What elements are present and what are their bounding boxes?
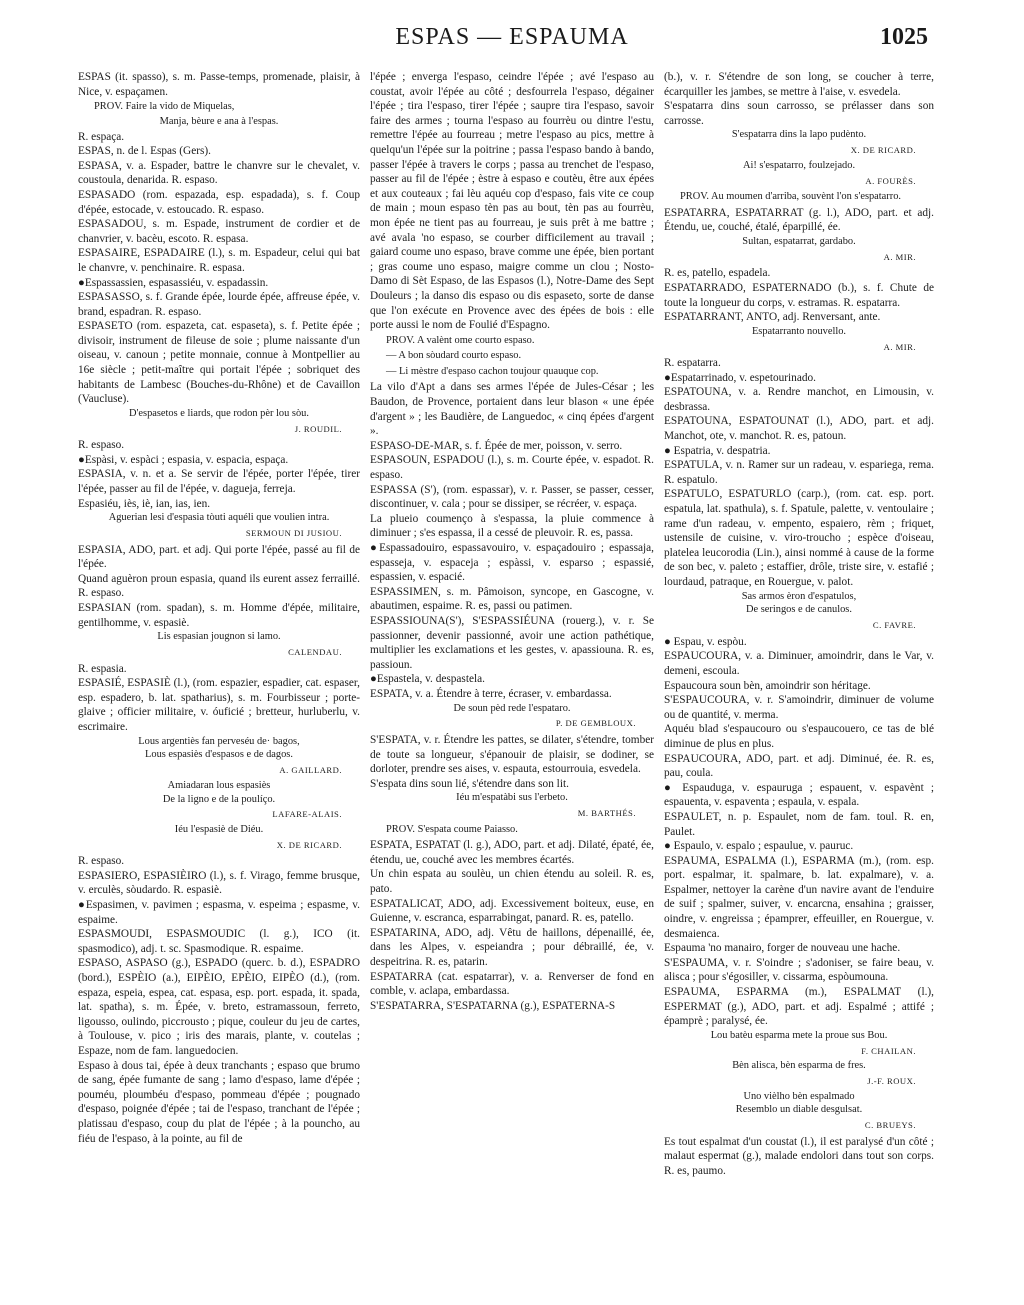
entry-text: ESPATARRADO, ESPATERNADO (b.), s. f. Chute de toute la longueur du corps, v. estramas. R. espatarra.: [664, 281, 934, 309]
entry-text: R. espasia.: [78, 662, 127, 675]
column-right: [664, 70, 934, 1179]
entry-text: ESPAS, n. de l. Espas (Gers).: [78, 145, 211, 158]
entry-text: ESPASSIOUNA(S'), S'ESPASSIÉUNA (rouerg.), v. r. Se passionner, devenir passionné, avoir une action pathétique, multiplier les exclamations et les gestes, v. apassiouna. R. es, passioun.: [370, 614, 654, 671]
entry-text: ●Espasimen, v. pavimen ; espasma, v. espeima ; espasme, v. espaime.: [78, 899, 360, 926]
entry-text: R. espaso.: [78, 439, 125, 452]
page-header: [0, 24, 1024, 56]
quote-line: Amiadaran lous espasiès: [167, 779, 271, 791]
entry-text: ESPATALICAT, ADO, adj. Excessivement boiteux, euse, en Guienne, v. escranca, esparrabingat, panard. R. es, patello.: [370, 897, 654, 925]
author-credit: A. GAILLARD.: [279, 765, 342, 776]
entry-text: ESPASIA, v. n. et a. Se servir de l'épée, porter l'épée, tirer l'épée, passer au fil de l'épée, v. dagueja, ferreja.: [78, 468, 360, 496]
author-credit: CALENDAU.: [288, 646, 342, 657]
entry-text: R. espaso.: [78, 855, 125, 868]
author-credit: J.-F. ROUX.: [867, 1076, 916, 1086]
entry-text: ESPASADO (rom. espazada, esp. espadada), s. f. Coup d'épée, estocade, v. estoucado. R. espaso.: [78, 188, 360, 216]
quote-line: Iéu l'espasiè de Diéu.: [174, 823, 264, 835]
entry-text: R. es, patello, espadela.: [664, 267, 771, 280]
entry-text: ESPATULA, v. n. Ramer sur un radeau, v. espariega, rema. R. espatulo.: [664, 459, 934, 486]
entry-text: S'ESPAUMA, v. r. S'oindre ; s'adoniser, se faire beau, v. alisca ; pour s'égosiller, v. cissarma, espòumouna.: [664, 956, 934, 984]
quote-line: Lous espasiès d'espasos e de dagos.: [145, 749, 293, 761]
entry-text: ESPASO, ASPASO (g.), ESPADO (querc. b. d.), ESPADRO (bord.), ESPÈIO (a.), EIPÈIO, EPÈIO, EIPÈO (d.), (rom. espaza, espeia, espea, cat. espasa, esp. port. espada, it. spada, lat. spatha), s. m. Épée, v. breto, estramassoun, ferreto, ligousso, oulindo, piccrousto ; pique, couleur du jeu de cartes, à Toulouse, v. pico ; iris des marais, plante, v. coutelas ; Espaze, nom de fam. languedocien.: [78, 957, 360, 1058]
entry-text: ESPATULO, ESPATURLO (carp.), (rom. cat. esp. port. espatula, lat. spathula), s. f. Spatule, palette, v. ventoulaire ; rame d'un radeau, v. empento, espaiero, rèm ; friquet, ustensile de cuisine, v. viro-troucho ; espèce d'oiseau, platelea leucorodia (Lin.), ainsi nommé à cause de la forme de son bec, v. paleto ; estaffier, drôle, triste sire, v. estafié ; lourdaud, patraque, en Rouergue, v. palot.: [664, 488, 934, 588]
entry-text: ESPATOUNA, ESPATOUNAT (l.), ADO, part. et adj. Manchot, ote, v. manchot. R. es, patoun.: [664, 415, 934, 443]
column-middle: [370, 70, 654, 1013]
column-left: [78, 70, 360, 1146]
quote-line: Uno vièlho bèn espalmado: [743, 1090, 855, 1102]
entry-text: S'ESPATARRA, S'ESPATARNA (g.), ESPATERNA-S: [370, 999, 616, 1012]
proverb-line: — Li mèstre d'espaso cachon toujour quauque cop.: [386, 365, 599, 377]
author-credit: A. MIR.: [883, 341, 916, 352]
entry-text: S'espatarra dins soun carrosso, se prélasser dans son carrosse.: [664, 100, 934, 127]
author-credit: A. FOURÈS.: [865, 175, 916, 186]
author-credit: J. ROUDIL.: [294, 423, 342, 434]
quote-line: Aguerian lesi d'espasia tòuti aquéli que voulien intra.: [108, 512, 330, 524]
entry-text: La plueio coumenço à s'espassa, la pluie commence à diminuer ; s'es espassa, il a cessé de pleuvoir. R. es, passa.: [370, 512, 654, 540]
entry-text: ●Espassassien, espasassiéu, v. espadassin.: [78, 276, 269, 289]
quote-line: Lous argentiès fan perveséu de· bagos,: [138, 735, 300, 747]
entry-text: Aquéu blad s'espaucouro ou s'espaucouero, ce tas de blé diminue de plus en plus.: [664, 723, 934, 750]
entry-text: Espaso à dous tai, épée à deux tranchants ; espaso que brumo de sang, épée fumante de sang ; lamo d'espaso, lame d'épée ; pouméu, ploumbéu d'espaso, pommeau d'épée ; pougnado d'espaso, poignée d'épée ; tai de l'espaso, tranchant de l'épée ; platissau d'espaso, coup du plat de l'épée ; à la pouncho, au fiéu de l'espaso, à la pointe, au fil de: [78, 1059, 360, 1145]
entry-text: ESPASSIMEN, s. m. Pâmoison, syncope, en Gascogne, v. abautimen, espaime. R. es, passi ou patimen.: [370, 585, 654, 613]
quote-line: Lou batèu esparma mete la proue sus Bou.: [710, 1029, 888, 1041]
quote-line: S'espatarra dins la lapo pudènto.: [731, 129, 867, 141]
entry-text: ● Espatria, v. despatria.: [664, 444, 771, 457]
author-credit: SERMOUN DI JUSIOU.: [245, 528, 342, 539]
author-credit: M. BARTHÉS.: [577, 808, 636, 819]
entry-text: ESPASO-DE-MAR, s. f. Épée de mer, poisson, v. serro.: [370, 439, 623, 452]
author-credit: P. DE GEMBLOUX.: [555, 718, 636, 729]
entry-text: ESPATARINA, ADO, adj. Vêtu de haillons, dépenaillé, ée, dans les Alpes, v. espeiandra ; pour débraillé, ée, v. despeitrina. R. es, patarin.: [370, 926, 654, 969]
entry-text: Quand aguèron proun espasia, quand ils eurent assez ferraillé. R. espaso.: [78, 572, 360, 600]
quote-line: Sultan, espatarrat, gardabo.: [742, 235, 856, 247]
entry-text: ESPATOUNA, v. a. Rendre manchot, en Limousin, v. desbrassa.: [664, 386, 934, 413]
entry-text: ESPASMOUDI, ESPASMOUDIC (l. g.), ICO (it. spasmodico), adj. t. sc. Spasmodique. R. espaime.: [78, 928, 360, 955]
proverb-line: — A bon sòudard courto espaso.: [386, 350, 522, 362]
proverb-line: PROV. A valènt ome courto espaso.: [386, 334, 535, 346]
entry-text: ●Espàsi, v. espàci ; espasia, v. espacia, espaça.: [78, 453, 289, 466]
proverb-line: PROV. Faire la vido de Miquelas,: [94, 101, 235, 113]
entry-text: S'ESPAUCOURA, v. r. S'amoindrir, diminuer de volume ou de quantité, v. merma.: [664, 694, 934, 721]
entry-text: ESPAULET, n. p. Espaulet, nom de fam. toul. R. en, Paulet.: [664, 810, 934, 838]
entry-text: ESPASIÉ, ESPASIÈ (l.), (rom. espazier, espadier, cat. espaser, esp. espadero, b. lat. spatharius), s. m. Fourbisseur ; porte-glaive ; officier militaire, v. óuficié ; bretteur, hurluberlu, v. escrimaire.: [78, 677, 360, 733]
author-credit: C. BRUEYS.: [864, 1120, 916, 1131]
entry-text: Un chin espata au soulèu, un chien étendu au soleil. R. es, pato.: [370, 868, 654, 896]
entry-text: ESPASSA (S'), (rom. espassar), v. r. Passer, se passer, cesser, discontinuer, v. cala ; pour se dissiper, se récréer, v. espaça.: [370, 483, 654, 511]
entry-text: Es tout espalmat d'un coustat (l.), il est paralysé d'un côté ; malaut espermat (g.), malade endolori dans tout son corps. R. es, paumo.: [664, 1135, 934, 1177]
entry-text: ESPAUCOURA, ADO, part. et adj. Diminué, ée. R. es, pau, coula.: [664, 752, 934, 780]
entry-text: S'ESPATA, v. r. Étendre les pattes, se dilater, s'étendre, tomber de toute sa longueur, s'épanouir de plaisir, se dodiner, se dorloter, prendre ses aises, v. espauta, estourrouia, esvedela.: [370, 733, 654, 776]
author-credit: A. MIR.: [883, 251, 916, 262]
entry-text: ESPATARRANT, ANTO, adj. Renversant, ante.: [664, 311, 881, 324]
entry-text: ESPASA, v. a. Espader, battre le chanvre sur le chevalet, v. coustoula, denarida. R. espaso.: [78, 159, 360, 187]
proverb-line: PROV. S'espata coume Paiasso.: [386, 823, 518, 835]
entry-text: ESPATARRA (cat. espatarrar), v. a. Renverser de fond en comble, v. aclapa, embardassa.: [370, 970, 654, 998]
entry-text: ESPATA, ESPATAT (l. g.), ADO, part. et adj. Dilaté, épaté, ée, étendu, ue, couché avec les membres écartés.: [370, 839, 654, 866]
entry-text: ESPATARRA, ESPATARRAT (g. l.), ADO, part. et adj. Étendu, ue, couché, étalé, éparpillé, ée.: [664, 206, 934, 234]
quote-line: De seringos e de canulos.: [746, 604, 852, 616]
entry-text: l'épée ; enverga l'espaso, ceindre l'épée ; avé l'espaso au coustat, avoir l'épée au côté ; desfourrela l'espaso, dégainer l'épée ; tira l'espaso, tirer l'épée ; saupre tira l'espaso, savoir faire des armes ; tourna l'espaso au fourrèu ou dintre l'estu, remettre l'épée au fourreau ; metre l'espaso au pics, mettre à quelqu'un l'épée sur la poitrine ; passa l'espaso bando à bando, passer l'épée à travers le corps ; passa au trenchet de l'espaso, passer au fil de l'épée ; èstre à espaso e coutèu, être aux épées et aux couteaux ; fai lèu aquéu cop d'espaso, fais vite ce coup de main ; moun espaso tèn pas au bout, tèn pas au fourrèu, mon épée ne tient pas au fourreau, je suis prêt à me battre ; avé avala 'no espaso, se courber difficilement au travail ; gaiard coume uno espaso, brave comme une épée, bien portant ; gras coume uno espaso, maigre comme un clou ; Nosto-Damo di Sèt Espaso, de las Espasos (l.), Notre-Dame des Sept Douleurs ; la danso dis espaso ou dis espaseto, sorte de danse que l'on exécute en Provence avec des épées de bois : elle porte aussi le nom de Foulié d'Espagno.: [370, 71, 654, 332]
entry-text: ESPASIAN (rom. spadan), s. m. Homme d'épée, militaire, gentilhomme, v. espasiè.: [78, 601, 360, 629]
entry-text: ESPASETO (rom. espazeta, cat. espaseta), s. f. Petite épée ; divisoir, instrument de fileuse de soie ; plume naissante d'un oiseau, v. canoun ; petite monnaie, connue à Montpellier au 16e siècle ; petit-maître qui portait l'épée ; sobriquet des habitants de Lambesc (Bouches-du-Rhône) et de Cavaillon (Vaucluse).: [78, 320, 360, 406]
entry-text: ESPASIA, ADO, part. et adj. Qui porte l'épée, passé au fil de l'épée.: [78, 543, 360, 571]
entry-text: ●Espassadouiro, espassavouiro, v. espaçadouiro ; espassaja, espasseja, v. espaceja ; espàssi, v. esparso ; espassié, espassien, v. espacié.: [370, 542, 654, 584]
entry-text: ESPAUMA, ESPALMA (l.), ESPARMA (m.), (rom. esp. port. espalmar, it. spalmare, b. lat. expalmare), v. a. Espalmer, nettoyer la carène d'un navire avant de l'enduire de suif ; spalmer, suiver, v. encarcna, ensahina ; graisser, oindre, v. engreissa ; épamprer, effeuiller, en Rouergue, v. desmaienca.: [664, 854, 934, 940]
author-credit: X. DE RICARD.: [276, 839, 342, 850]
quote-line: Manja, bèure e ana à l'espas.: [159, 115, 279, 127]
entry-text: ESPATA, v. a. Étendre à terre, écraser, v. embardassa.: [370, 687, 612, 700]
quote-line: Espatarranto nouvello.: [751, 325, 847, 337]
quote-line: Lis espasian jougnon si lamo.: [157, 631, 281, 643]
entry-text: S'espata dins soun lié, s'étendre dans son lit.: [370, 777, 569, 790]
quote-line: Resemblo un diable desgulsat.: [735, 1104, 863, 1116]
entry-text: ESPAS (it. spasso), s. m. Passe-temps, promenade, plaisir, à Nice, v. espaçamen.: [78, 71, 360, 98]
entry-text: ● Espaulo, v. espalo ; espaulue, v. pauruc.: [664, 840, 854, 853]
entry-text: R. espatarra.: [664, 357, 721, 370]
entry-text: ● Espauduga, v. espauruga ; espauent, v. espavènt ; espauenta, v. espaventa ; espaula, v. espala.: [664, 781, 934, 809]
entry-text: ESPASADOU, s. m. Espade, instrument de cordier et de chanvrier, v. bacèu, escoto. R. espasa.: [78, 218, 360, 245]
entry-text: Espauma 'no manairo, forger de nouveau une hache.: [664, 942, 901, 955]
page-title: ESPAS — ESPAUMA: [395, 24, 629, 50]
quote-line: Sas armos èron d'espatulos,: [741, 590, 857, 602]
entry-text: ESPASASSO, s. f. Grande épée, lourde épée, affreuse épée, v. brand, espadran. R. espaso.: [78, 291, 360, 318]
quote-line: Bèn alisca, bèn esparma de fres.: [732, 1060, 866, 1072]
entry-text: ● Espau, v. espòu.: [664, 635, 747, 648]
entry-text: ESPASIERO, ESPASIÈIRO (l.), s. f. Virago, femme brusque, v. erculès, sòudardo. R. espasiè.: [78, 869, 360, 897]
author-credit: LAFARE-ALAIS.: [272, 809, 342, 820]
quote-line: De la ligno e de la poulíço.: [162, 793, 276, 805]
quote-line: Iéu m'espatàbi sus l'erbeto.: [456, 792, 568, 804]
author-credit: X. DE RICARD.: [850, 145, 916, 156]
entry-text: ESPAUCOURA, v. a. Diminuer, amoindrir, dans le Var, v. demeni, escoula.: [664, 650, 934, 677]
entry-text: ESPAUMA, ESPARMA (m.), ESPALMAT (l.), ESPERMAT (g.), ADO, part. et adj. Espalmé ; attifé ; épamprè ; paralysé, ée.: [664, 986, 934, 1028]
entry-text: La vilo d'Apt a dans ses armes l'épée de Jules-César ; les Baudon, de Provence, portaient dans leur blason « une épée d'argent » ; les Baudière, de Languedoc, « cinq épées d'argent ».: [370, 381, 654, 438]
entry-text: Espaucoura soun bèn, amoindrir son héritage.: [664, 679, 871, 692]
entry-text: ●Espatarrinado, v. espetourinado.: [664, 371, 816, 384]
entry-text: ●Espastela, v. despastela.: [370, 673, 485, 686]
proverb-line: PROV. Au moumen d'arriba, souvènt l'on s'espatarro.: [680, 191, 902, 203]
entry-text: ESPASAIRE, ESPADAIRE (l.), s. m. Espadeur, celui qui bat le chanvre, v. penchinaire. R. espasa.: [78, 247, 360, 274]
entry-text: ESPASOUN, ESPADOU (l.), s. m. Courte épée, v. espadot. R. espaso.: [370, 454, 654, 482]
quote-line: De soun pèd rede l'espataro.: [453, 702, 571, 714]
quote-line: D'espasetos e liards, que rodon pèr lou sòu.: [129, 407, 309, 419]
author-credit: C. FAVRE.: [872, 620, 916, 631]
entry-text: Espasiéu, iès, iè, ian, ias, ien.: [78, 497, 211, 510]
page-number: 1025: [880, 24, 928, 50]
quote-line: Ai! s'espatarro, foulzejado.: [742, 159, 856, 171]
entry-text: R. espaça.: [78, 130, 125, 143]
entry-text: (b.), v. r. S'étendre de son long, se coucher à terre, écarquiller les jambes, se mettre à l'aise, v. esvedela.: [664, 71, 934, 98]
author-credit: F. CHAILAN.: [861, 1045, 916, 1056]
